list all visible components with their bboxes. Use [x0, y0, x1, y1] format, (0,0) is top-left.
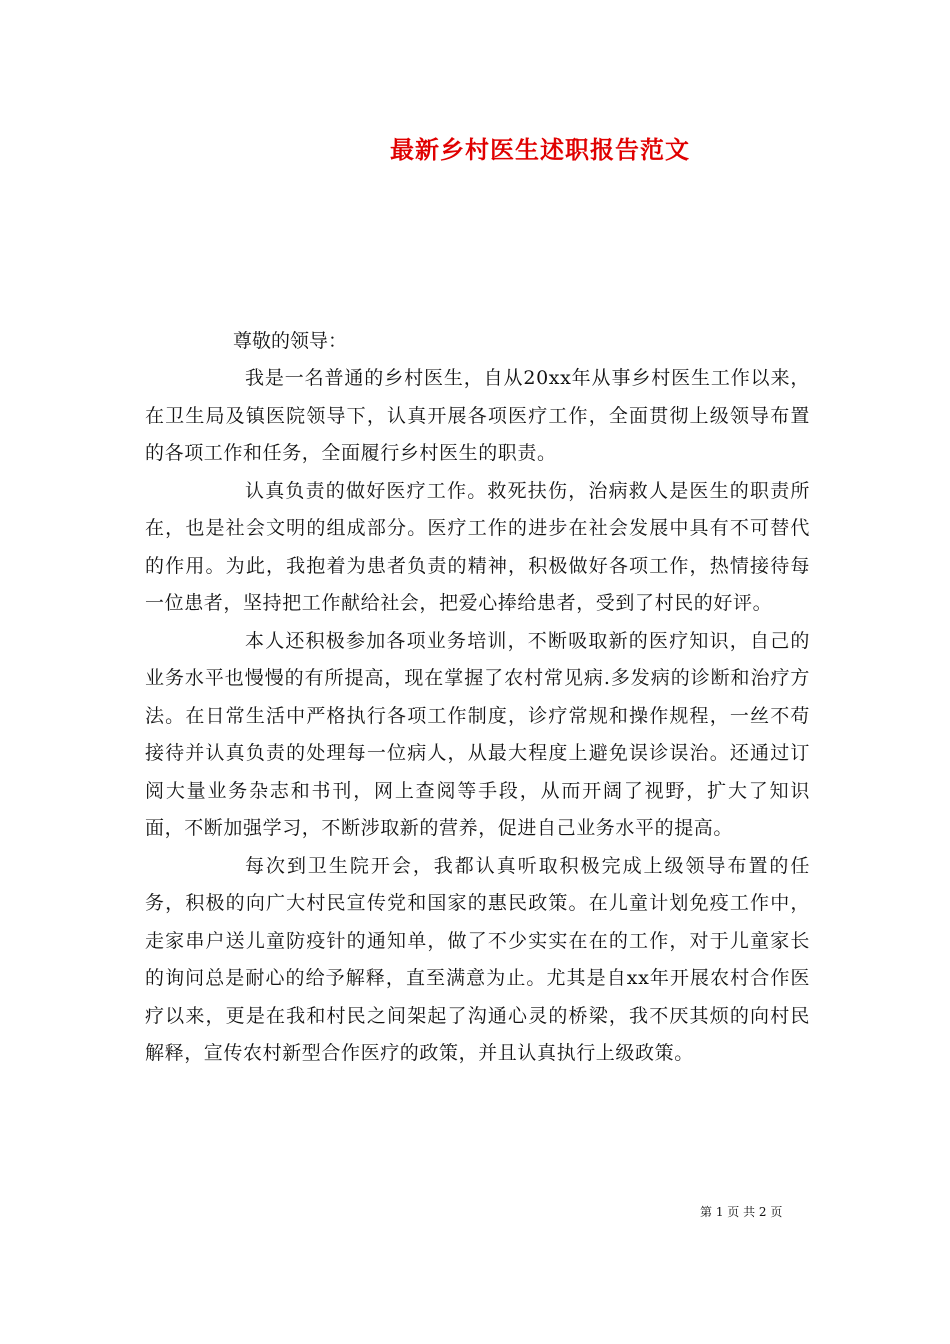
salutation: 尊敬的领导：: [233, 330, 348, 352]
paragraph: 本人还积极参加各项业务培训，不断吸取新的医疗知识，自己的业务水平也慢慢的有所提高，现在掌握了农村常见病.多发病的诊断和治疗方法。在日常生活中严格执行各项工作制度，诊疗常规和操作规程，一丝不苟接待并认真负责的处理每一位病人，从最大程度上避免误诊误治。还通过订阅大量业务杂志和书刊，网上查阅等手段，从而开阔了视野，扩大了知识面，不断加强学习，不断涉取新的营养，促进自己业务水平的提高。: [145, 629, 810, 839]
paragraph: 每次到卫生院开会，我都认真听取积极完成上级领导布置的任务，积极的向广大村民宣传党和国家的惠民政策。在儿童计划免疫工作中，走家串户送儿童防疫针的通知单，做了不少实实在在的工作，对于儿童家长的询问总是耐心的给予解释，直至满意为止。尤其是自xx年开展农村合作医疗以来，更是在我和村民之间架起了沟通心灵的桥梁，我不厌其烦的向村民解释，宣传农村新型合作医疗的政策，并且认真执行上级政策。: [145, 854, 810, 1064]
document-body: [145, 322, 810, 1073]
page-number-footer: 第 1 页 共 2 页: [700, 1205, 783, 1219]
paragraph: 认真负责的做好医疗工作。救死扶伤，治病救人是医生的职责所在，也是社会文明的组成部分。医疗工作的进步在社会发展中具有不可替代的作用。为此，我抱着为患者负责的精神，积极做好各项工作，热情接待每一位患者，坚持把工作献给社会，把爱心捧给患者，受到了村民的好评。: [145, 479, 810, 614]
paragraph: 我是一名普通的乡村医生，自从20xx年从事乡村医生工作以来，在卫生局及镇医院领导下，认真开展各项医疗工作，全面贯彻上级领导布置的各项工作和任务，全面履行乡村医生的职责。: [145, 367, 810, 464]
document-title: 最新乡村医生述职报告范文: [390, 135, 690, 164]
